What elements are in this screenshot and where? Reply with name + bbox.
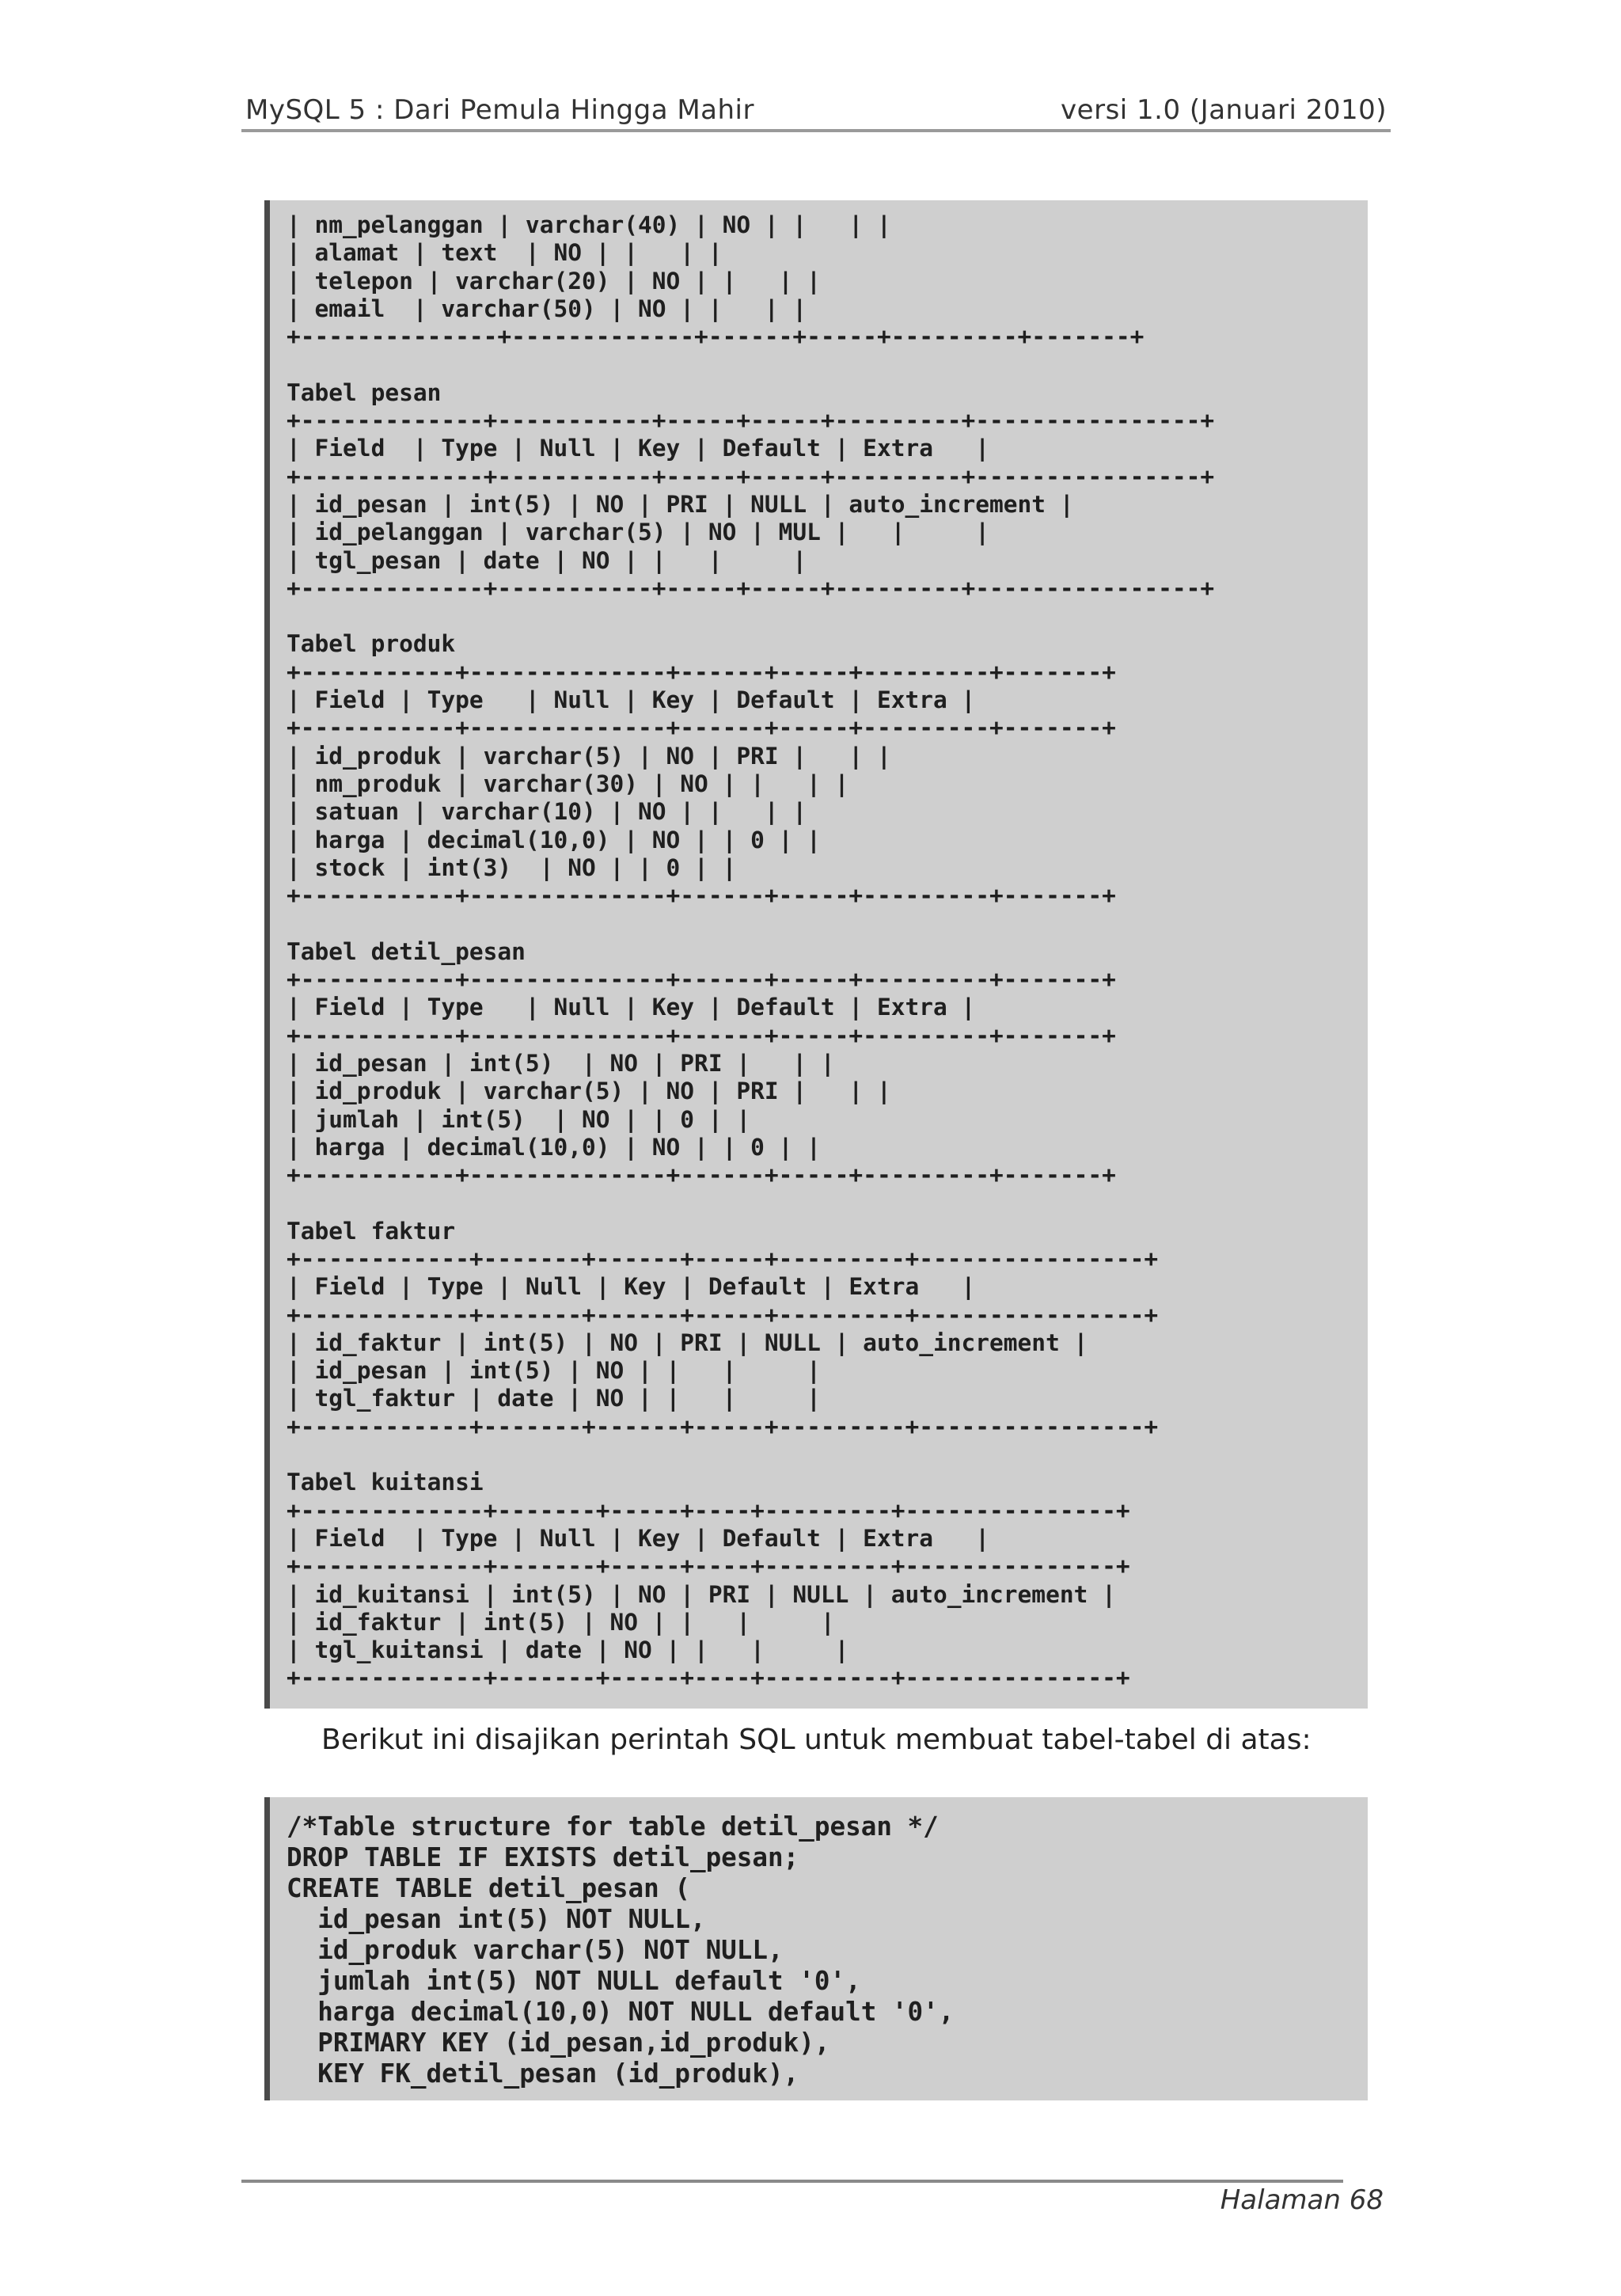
code-line: | telepon | varchar(20) | NO | | | | (287, 267, 821, 295)
code-line (287, 910, 1368, 937)
code-line: PRIMARY KEY (id_pesan,id_produk), (287, 2028, 830, 2058)
code-line: | stock | int(3) | NO | | 0 | | (287, 853, 737, 881)
book-title: MySQL 5 : Dari Pemula Hingga Mahir (245, 94, 754, 126)
code-line: | id_pelanggan | varchar(5) | NO | MUL | | | (287, 519, 990, 546)
code-line: +-----------+--------------+------+-----+---------+-------+ (287, 1021, 1116, 1049)
code-line: /*Table structure for table detil_pesan */ (287, 1811, 939, 1842)
code-line: | harga | decimal(10,0) | NO | | 0 | | (287, 1133, 821, 1161)
code-line (287, 1189, 1368, 1217)
code-line: | id_produk | varchar(5) | NO | PRI | | | (287, 1078, 891, 1105)
code-line: +-------------+-------+-----+----+---------+---------------+ (287, 1664, 1130, 1692)
code-line: +------------+-------+------+-----+---------+----------------+ (287, 1412, 1159, 1440)
code-line: DROP TABLE IF EXISTS detil_pesan; (287, 1842, 799, 1872)
code-line: | alamat | text | NO | | | | (287, 239, 723, 267)
code-line: | id_faktur | int(5) | NO | | | | (287, 1608, 835, 1636)
code-line: Tabel faktur (287, 1217, 456, 1245)
code-line: id_produk varchar(5) NOT NULL, (287, 1935, 784, 1965)
code-line: | Field | Type | Null | Key | Default | Extra | (287, 686, 976, 714)
header-divider (241, 129, 1391, 132)
code-line: +-----------+--------------+------+-----+---------+-------+ (287, 882, 1116, 910)
code-line: +------------+-------+------+-----+---------+----------------+ (287, 1245, 1159, 1272)
code-line: +--------------+-------------+------+-----+---------+-------+ (287, 323, 1145, 351)
code-line: | nm_produk | varchar(30) | NO | | | | (287, 770, 849, 797)
code-line: | tgl_pesan | date | NO | | | | (287, 546, 807, 574)
code-line (287, 351, 1368, 378)
code-line: | satuan | varchar(10) | NO | | | | (287, 798, 807, 826)
code-line: CREATE TABLE detil_pesan ( (287, 1873, 690, 1903)
code-line: jumlah int(5) NOT NULL default '0', (287, 1966, 861, 1996)
code-line: +-------------+-----------+-----+-----+---------+----------------+ (287, 407, 1215, 435)
table-structure-code-block (264, 200, 1368, 1709)
code-line: | tgl_faktur | date | NO | | | | (287, 1385, 821, 1412)
code-line: Tabel produk (287, 630, 456, 658)
code-line: | tgl_kuitansi | date | NO | | | | (287, 1636, 849, 1664)
code-line: | id_pesan | int(5) | NO | PRI | NULL | auto_increment | (287, 490, 1074, 518)
code-line: KEY FK_detil_pesan (id_produk), (287, 2058, 799, 2089)
code-line: Tabel kuitansi (287, 1469, 484, 1496)
code-line: +-----------+--------------+------+-----+---------+-------+ (287, 658, 1116, 686)
code-line: | id_produk | varchar(5) | NO | PRI | | | (287, 742, 891, 770)
code-line: | id_faktur | int(5) | NO | PRI | NULL | auto_increment | (287, 1329, 1088, 1356)
code-line: +-----------+--------------+------+-----+---------+-------+ (287, 1161, 1116, 1189)
code-line: | Field | Type | Null | Key | Default | Extra | (287, 435, 990, 462)
footer-divider (241, 2180, 1343, 2183)
code-line: | id_kuitansi | int(5) | NO | PRI | NULL | auto_increment | (287, 1580, 1116, 1608)
code-line: id_pesan int(5) NOT NULL, (287, 1904, 706, 1934)
code-line: +-------------+-----------+-----+-----+---------+----------------+ (287, 574, 1215, 602)
page-header (245, 92, 1387, 133)
code-line: | id_pesan | int(5) | NO | | | | (287, 1357, 821, 1385)
code-line: +-------------+-------+-----+----+---------+---------------+ (287, 1496, 1130, 1524)
code-line: | Field | Type | Null | Key | Default | Extra | (287, 1524, 990, 1552)
code-line (287, 603, 1368, 630)
code-line: +-------------+-----------+-----+-----+---------+----------------+ (287, 462, 1215, 490)
code-line: Tabel detil_pesan (287, 937, 526, 965)
sql-code-block (264, 1797, 1368, 2100)
code-line: | Field | Type | Null | Key | Default | Extra | (287, 1273, 976, 1301)
code-line (287, 1441, 1368, 1469)
code-line: | email | varchar(50) | NO | | | | (287, 295, 807, 322)
version-label: versi 1.0 (Januari 2010) (1061, 94, 1387, 126)
code-line: +-------------+-------+-----+----+---------+---------------+ (287, 1553, 1130, 1580)
code-line: Tabel pesan (287, 378, 442, 406)
code-line: +-----------+--------------+------+-----+---------+-------+ (287, 714, 1116, 742)
code-line: | harga | decimal(10,0) | NO | | 0 | | (287, 826, 821, 853)
code-line: | jumlah | int(5) | NO | | 0 | | (287, 1105, 751, 1133)
code-line: | nm_pelanggan | varchar(40) | NO | | | | (287, 211, 891, 238)
code-line: +-----------+--------------+------+-----+---------+-------+ (287, 966, 1116, 994)
code-line: +------------+-------+------+-----+---------+----------------+ (287, 1301, 1159, 1329)
body-paragraph: Berikut ini disajikan perintah SQL untuk membuat tabel-tabel di atas: (321, 1724, 1312, 1756)
code-line: harga decimal(10,0) NOT NULL default '0', (287, 1997, 955, 2027)
page-number: Halaman 68 (1220, 2184, 1384, 2216)
code-line: | Field | Type | Null | Key | Default | Extra | (287, 994, 976, 1021)
code-line: | id_pesan | int(5) | NO | PRI | | | (287, 1049, 835, 1077)
